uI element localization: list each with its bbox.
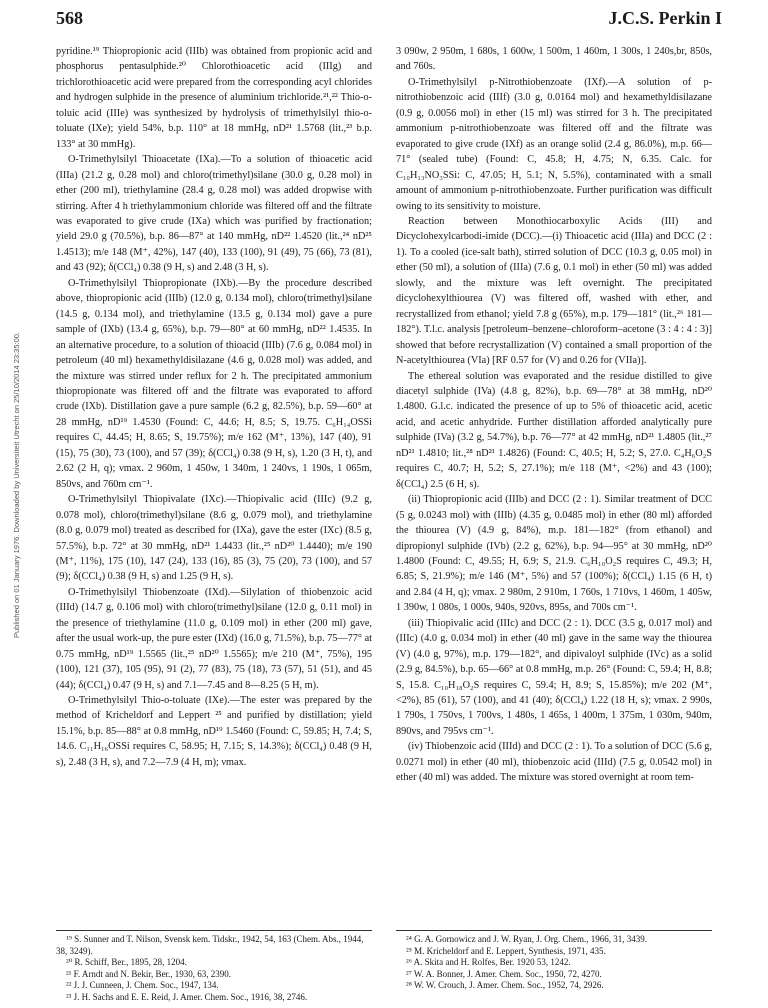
- right-column: [396, 44, 712, 786]
- paragraph-ixd: O-Trimethylsilyl Thiobenzoate (IXd).—Silylation of thiobenzoic acid (IIId) (14.7 g, 0.106 mol) with chloro(trimethyl)silane (12.0 g, 0.11 mol) in the presence of triethylamine (11.0 g, 0.109 mol) in ether (200 ml) gave, after the usual work-up, the pure ester (IXd) (16.0 g, 71.5%), b.p. 75—77° at 0.75 mmHg, nD¹⁹ 1.5565 (lit.,²⁵ nD²⁰ 1.5565); m/e 210 (M⁺, 75%), 195 (100), 121 (37), 105 (95), 91 (2), 77 (83), 75 (18), 73 (57), 51 (51), and 45 (44); δ(CCl₄) 0.47 (9 H, s) and 7.1—7.45 and 8—8.25 (5 H, m).: [56, 586, 372, 691]
- page-header: [56, 8, 722, 34]
- paragraph-ixe-ir: 3 090w, 2 950m, 1 680s, 1 600w, 1 500m, 1 460m, 1 300s, 1 240s,br, 850s, and 760s.: [396, 46, 712, 73]
- paragraph-reaction-iv: (iv) Thiobenzoic acid (IIId) and DCC (2 : 1). To a solution of DCC (5.6 g, 0.0271 mol) in ether (40 ml), thiobenzoic acid (IIId) (7.5 g, 0.0542 mol) in ether (40 ml) was added. The mixture was stored overnight at room tem-: [396, 741, 712, 784]
- paragraph-thioacid-preparation: pyridine.¹⁹ Thiopropionic acid (IIIb) was obtained from propionic acid and phosphorus pentasulphide.²⁰ Chlorothioacetic acid (IIIg) and trichlorothioacetic acid were prepared from the corresponding acyl chlorides and hydrogen sulphide in the presence of aluminium trichloride.²¹,²² Thio-o-toluic acid (IIIe) was synthesized by hydrolysis of trimethylsilyl thio-o-toluate (IXe); yield 54%, b.p. 110° at 18 mmHg, nD²¹ 1.5768 (lit.,²³ b.p. 133° at 30 mmHg).: [56, 46, 372, 150]
- footnote: ²⁴ G. A. Gornowicz and J. W. Ryan, J. Org. Chem., 1966, 31, 3439.: [406, 934, 648, 944]
- paragraph-ixf: O-Trimethylsilyl p-Nitrothiobenzoate (IXf).—A solution of p-nitrothiobenzoic acid (IIIf) (3.0 g, 0.0164 mol) and hexamethyldisilazane (0.9 g, 0.0056 mol) in ether (15 ml) was stirred for 3 h. The precipitated ammonium p-nitrothiobenzoate was filtered off and the filtrate was evaporated to give crude (IXf) as an orange solid (2.4 g, 86.0%), m.p. 66—71° (sealed tube) (Found: C, 45.8; H, 4.75; N, 6.35. Calc. for C₁₀H₁₃NO₃SSi: C, 47.05; H, 5.1; N, 5.5%), contaminated with a small amount of ammonium p-nitrothiobenzoate. Further purification was difficult owing to its sensitivity to moisture.: [396, 76, 712, 212]
- footnote: ²⁵ M. Kricheldorf and E. Leppert, Synthesis, 1971, 435.: [406, 945, 606, 956]
- page-number: 568: [56, 8, 83, 28]
- footnote: ²¹ F. Arndt and N. Bekir, Ber., 1930, 63, 2390.: [66, 968, 232, 979]
- paragraph-ixa: O-Trimethylsilyl Thioacetate (IXa).—To a solution of thioacetic acid (IIIa) (21.2 g, 0.28 mol) and chloro(trimethyl)silane (30.0 g, 0.28 mol) in ether (200 ml), triethylamine (28.4 g, 0.28 mol) was added dropwise with stirring. After 4 h triethylammonium chloride was filtered off and the filtrate was evaporated to give crude (IXa) which was purified by fractionation; yield 29.0 g (70.5%), b.p. 86—87° at 140 mmHg, nD²² 1.4520 (lit.,²⁴ nD²⁵ 1.4513); m/e 148 (M⁺, 42%), 147 (40), 133 (100), 91 (49), 75 (66), 73 (81), and 43 (92); δ(CCl₄) 0.38 (9 H, s) and 2.48 (3 H, s).: [56, 154, 372, 274]
- footnotes-left: [56, 934, 372, 1004]
- paragraph-reaction-i: Reaction between Monothiocarboxylic Acids (III) and Dicyclohexylcarbodi-imide (DCC).—(i) Thioacetic acid (IIIa) and DCC (2 : 1). To a cooled (ice-salt bath), stirred solution of DCC (10.3 g, 0.05 mol) in ether (50 ml), a solution of (IIIa) (7.6 g, 0.1 mol) in ether (50 ml) was added slowly, and the mixture was left overnight. The precipitated dicyclohexylthiourea (V) was filtered off, washed with ether, and recrystallized from ethanol; yield 7.8 g (65%), m.p. 179—181° (lit.,²⁶ 181—182°). T.l.c. analysis [petroleum–benzene–chloroform–acetone (3 : 4 : 4 : 3)] showed that before recrystallization (V) contained a small proportion of the N-acetylthiourea (VIa) [RF 0.57 for (V) and 0.26 for (VIIa)].: [396, 215, 712, 367]
- download-notice: Published on 01 January 1976. Downloaded by Universiteit Utrecht on 25/10/2014 23:35:00.: [12, 331, 21, 639]
- footnote: ¹⁹ S. Sunner and T. Nilson, Svensk kem. Tidskr., 1942, 54, 163 (Chem. Abs., 1944, 38, 3249).: [56, 934, 364, 956]
- footnote-rule-right: [396, 930, 712, 931]
- footnote: ²² J. J. Cunneen, J. Chem. Soc., 1947, 134.: [66, 980, 219, 991]
- footnote: ²⁷ W. A. Bonner, J. Amer. Chem. Soc., 1950, 72, 4270.: [406, 968, 602, 979]
- footnotes-right: [396, 934, 712, 992]
- left-column: [56, 44, 372, 770]
- paragraph-reaction-iii: (iii) Thiopivalic acid (IIIc) and DCC (2 : 1). DCC (3.5 g, 0.017 mol) and (IIIc) (4.0 g, 0.034 mol) in ether (40 ml) gave in the same way the thiourea (V) (4.0 g, 97%), m.p. 179—182°, and dipivaloyl sulphide (IVc) as a solid (2.9 g, 84.5%), b.p. 65—66° at 0.8 mmHg, m.p. 26° (Found: C, 59.4; H, 8.8; S, 15.8. C₁₀H₁₈O₂S requires C, 59.4; H, 8.9; S, 15.85%); m/e 202 (M⁺, <2%), 85 (61), 57 (100), and 41 (40); δ(CCl₄) 1.22 (18 H, s); νmax. 2 990s, 1 790s, 1 750vs, 1 700vs, 1 480s, 1 465s, 1 400m, 1 375m, 1 030m, 940m, 890vs, and 795vs cm⁻¹.: [396, 617, 712, 737]
- footnote: ²⁶ A. Skita and H. Rolfes, Ber. 1920 53, 1242.: [406, 957, 571, 968]
- paragraph-ixc: O-Trimethylsilyl Thiopivalate (IXc).—Thiopivalic acid (IIIc) (9.2 g, 0.078 mol), chloro(trimethyl)silane (8.6 g, 0.079 mol), and triethylamine (8.0 g, 0.079 mol) treated as described for (IXa), gave the ester (IXc) (8.5 g, 57.5%), b.p. 72° at 30 mmHg, nD²¹ 1.4433 (lit.,²⁵ nD²⁰ 1.4440); m/e 190 (M⁺, 11%), 175 (10), 147 (24), 133 (16), 85 (3), 75 (20), 73 (100), and 57 (9); δ(CCl₄) 0.38 (9 H, s) and 1.25 (9 H, s).: [56, 494, 372, 583]
- paragraph-ixe: O-Trimethylsilyl Thio-o-toluate (IXe).—The ester was prepared by the method of Kricheldorf and Leppert ²⁵ and purified by distillation; yield 15.1%, b.p. 85—88° at 0.8 mmHg, nD¹⁹ 1.5460 (Found: C, 59.85; H, 7.4; S, 14.6. C₁₁H₁₆OSSi requires C, 58.95; H, 7.15; S, 14.3%); δ(CCl₄) 0.48 (9 H, s), 2.48 (3 H, s), and 7.2—7.9 (4 H, m); νmax.: [56, 695, 372, 768]
- paragraph-diacetyl-sulphide: The ethereal solution was evaporated and the residue distilled to give diacetyl sulphide (IVa) (4.8 g, 82%), b.p. 69—78° at 38 mmHg, nD²⁰ 1.4800. G.l.c. indicated the presence of up to 5% of thioacetic acid, acetic acid, and acetic anhydride. Further distillation afforded analytically pure sulphide (IVa) (3.2 g, 54.7%), b.p. 76—77° at 42 mmHg, nD²¹ 1.4805 (lit.,²⁷ nD²¹ 1.4810; lit.,²⁸ nD²¹ 1.4826) (Found: C, 40.5; H, 5.2; S, 27.0. C₄H₆O₂S requires C, 40.7; H, 5.2; S, 27.1%); m/e 118 (M⁺, <2%) and 43 (100); δ(CCl₄) 2.5 (6 H, s).: [396, 370, 712, 490]
- paragraph-ixb: O-Trimethylsilyl Thiopropionate (IXb).—By the procedure described above, thiopropionic acid (IIIb) (12.0 g, 0.134 mol), chloro(trimethyl)silane (14.5 g, 0.134 mol), and triethylamine (13.5 g, 0.134 mol) gave a pure sample of (IXb) (13.4 g, 65%), b.p. 79—80° at 60 mmHg, nD²² 1.4535. In an alternative procedure, to a solution of thioacid (IIIb) (7.6 g, 0.084 mol) in petroleum (40 ml) hexamethyldisilazane (4.6 g, 0.028 mol) was added, and the mixture was stirred under reflux for 2 h. The precipitated ammonium thiopropionate was filtered off and the filtrate was evaporated to afford crude (IXb). Distillation gave a pure sample (6.2 g, 82.5%), b.p. 59—60° at 28 mmHg, nD¹⁹ 1.4530 (Found: C, 44.6; H, 8.5; S, 19.75. C₆H₁₄OSSi requires C, 44.45; H, 8.65; S, 19.75%); m/e 162 (M⁺, 13%), 147 (40), 91 (15), 75 (30), 73 (100), and 57 (39); δ(CCl₄) 0.38 (9 H, s), 1.20 (3 H, t), and 2.62 (2 H, q); νmax. 2 960m, 1 450w, 1 340m, 1 240vs, 1 190s, 1 065m, 850vs, and 760m cm⁻¹.: [56, 277, 372, 490]
- journal-title: J.C.S. Perkin I: [608, 8, 722, 28]
- footnote: ²⁰ R. Schiff, Ber., 1895, 28, 1204.: [66, 957, 187, 968]
- footnote: ²⁸ W. W. Crouch, J. Amer. Chem. Soc., 1952, 74, 2926.: [406, 980, 604, 991]
- paragraph-reaction-ii: (ii) Thiopropionic acid (IIIb) and DCC (2 : 1). Similar treatment of DCC (5 g, 0.0243 mol) with (IIIb) (4.35 g, 0.0485 mol) in ether (80 ml) afforded the thiourea (V) (4.9 g, 84%), m.p. 181—182° (from ethanol) and dipropionyl sulphide (IVb) (2.2 g, 62%), b.p. 94—95° at 30 mmHg, nD²⁰ 1.4800 (Found: C, 49.55; H, 6.9; S, 21.9. C₆H₁₀O₂S requires C, 49.3; H, 6.85; S, 21.9%); m/e 146 (M⁺, 5%) and 57 (100%); δ(CCl₄) 1.15 (6 H, t) and 2.84 (4 H, q); νmax. 2 980m, 2 910m, 1 760s, 1 710vs, 1 460m, 1 405w, 1 390w, 1 080s, 1 000s, 940s, 920vs, 895s, and 700s cm⁻¹.: [396, 494, 712, 614]
- footnote: ²³ J. H. Sachs and E. E. Reid, J. Amer. Chem. Soc., 1916, 38, 2746.: [66, 991, 308, 1002]
- footnote-rule-left: [56, 930, 372, 931]
